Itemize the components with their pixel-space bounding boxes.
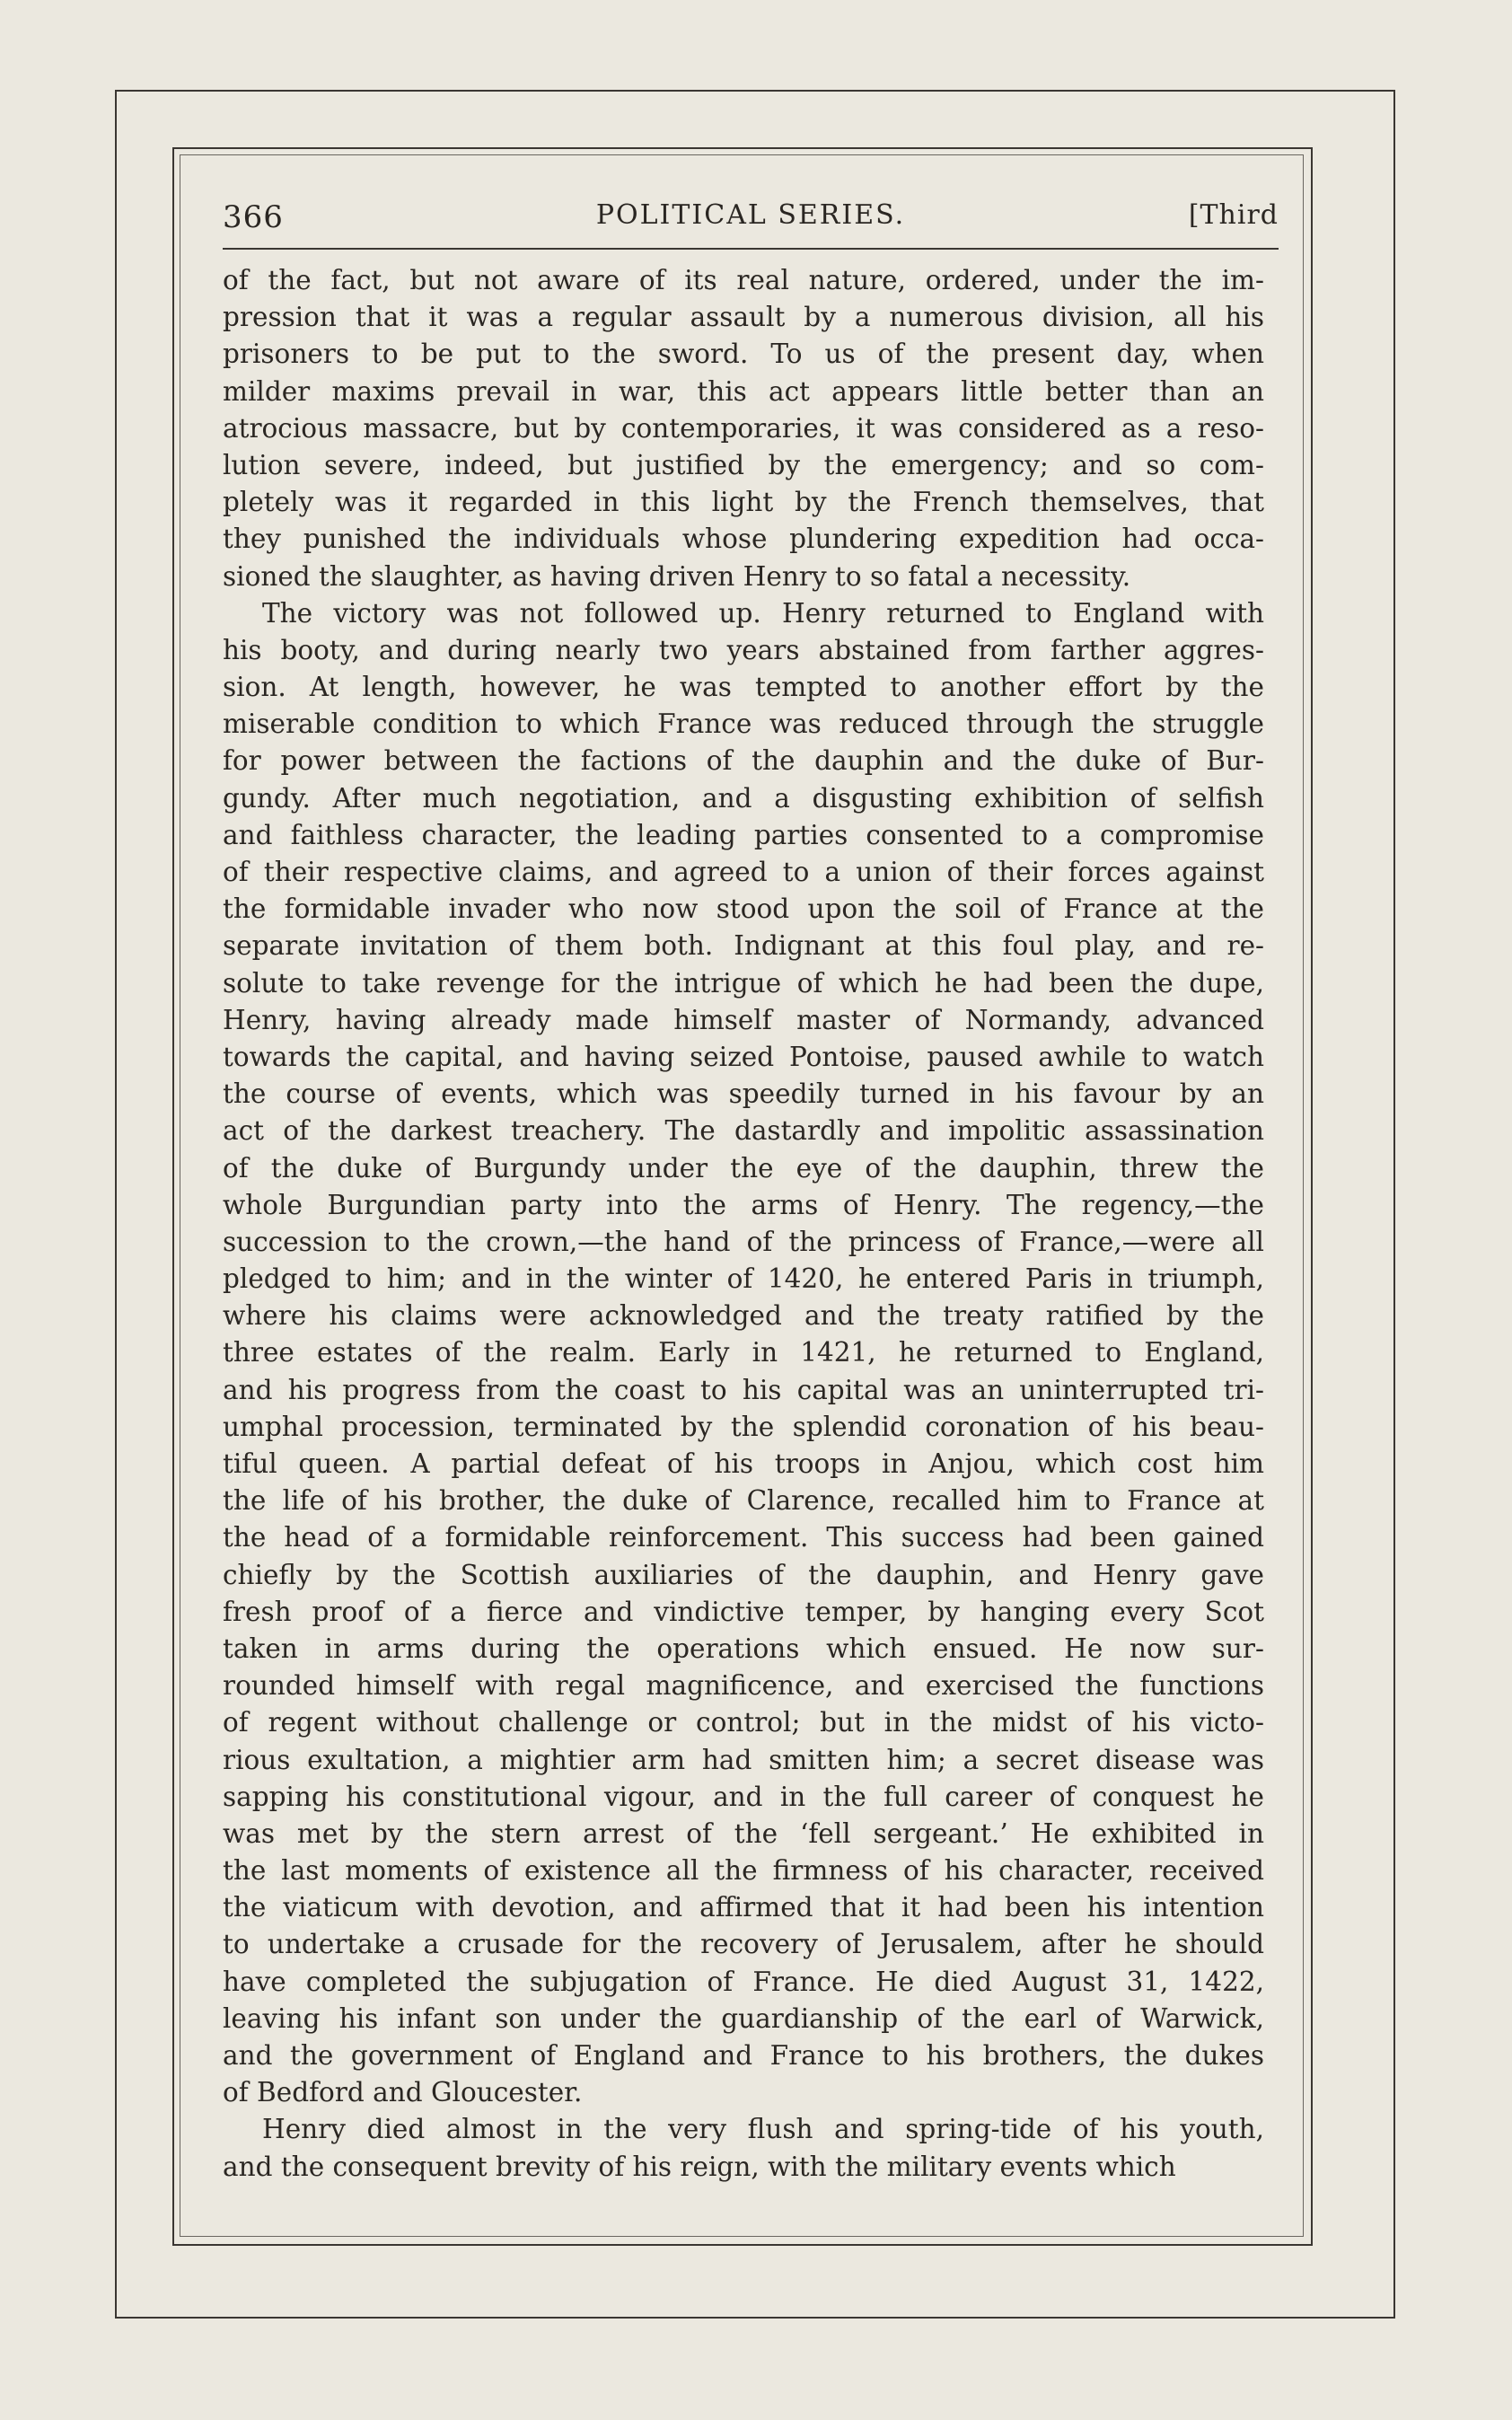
text-line: lution severe, indeed, but justified by the emergency; and so com- xyxy=(223,449,1264,480)
text-body xyxy=(223,262,1264,2186)
text-line: the viaticum with devotion, and affirmed that it had been his intention xyxy=(223,1892,1264,1923)
text-line: act of the darkest treachery. The dastardly and impolitic assassination xyxy=(223,1115,1264,1147)
text-line: the head of a formidable reinforcement. This success had been gained xyxy=(223,1522,1264,1553)
text-line: separate invitation of them both. Indignant at this foul play, and re- xyxy=(223,930,1264,962)
text-line: leaving his infant son under the guardianship of the earl of Warwick, xyxy=(223,2002,1264,2034)
text-line: gundy. After much negotiation, and a disgusting exhibition of selfish xyxy=(223,782,1264,814)
text-line: of the duke of Burgundy under the eye of the dauphin, threw the xyxy=(223,1152,1264,1184)
text-line: Henry died almost in the very flush and spring-tide of his youth, xyxy=(262,2114,1264,2145)
running-title: POLITICAL SERIES. xyxy=(595,199,906,231)
text-line: his booty, and during nearly two years abstained from farther aggres- xyxy=(223,634,1264,665)
text-line: whole Burgundian party into the arms of Henry. The regency,—the xyxy=(223,1189,1264,1220)
text-line: towards the capital, and having seized Pontoise, paused awhile to watch xyxy=(223,1041,1264,1072)
text-line: Henry, having already made himself master of Normandy, advanced xyxy=(223,1004,1264,1035)
text-line: pletely was it regarded in this light by the French themselves, that xyxy=(223,487,1264,518)
text-line: succession to the crown,—the hand of the princess of France,—were all xyxy=(223,1226,1264,1257)
text-line: and faithless character, the leading parties consented to a compromise xyxy=(223,819,1264,850)
text-line: where his claims were acknowledged and the treaty ratified by the xyxy=(223,1300,1264,1332)
text-line: and his progress from the coast to his capital was an uninterrupted tri- xyxy=(223,1374,1264,1405)
running-head xyxy=(223,199,1279,239)
text-line: tiful queen. A partial defeat of his troops in Anjou, which cost him xyxy=(223,1448,1264,1479)
header-rule xyxy=(223,248,1279,250)
text-line: of regent without challenge or control; but in the midst of his victo- xyxy=(223,1707,1264,1738)
text-line: miserable condition to which France was reduced through the struggle xyxy=(223,708,1264,740)
text-line: the course of events, which was speedily turned in his favour by an xyxy=(223,1078,1264,1110)
text-line: milder maxims prevail in war, this act appears little better than an xyxy=(223,375,1264,407)
text-line: pression that it was a regular assault by a numerous division, all his xyxy=(223,302,1264,333)
text-line: sioned the slaughter, as having driven Henry to so fatal a necessity. xyxy=(223,560,1131,592)
text-line: The victory was not followed up. Henry returned to England with xyxy=(262,597,1264,629)
text-line: fresh proof of a fierce and vindictive temper, by hanging every Scot xyxy=(223,1596,1264,1627)
text-line: have completed the subjugation of France. He died August 31, 1422, xyxy=(223,1966,1264,1997)
text-line: and the consequent brevity of his reign, with the military events which xyxy=(223,2151,1176,2182)
text-line: prisoners to be put to the sword. To us of the present day, when xyxy=(223,339,1264,370)
text-line: three estates of the realm. Early in 1421, he returned to England, xyxy=(223,1337,1264,1368)
text-line: of Bedford and Gloucester. xyxy=(223,2077,583,2108)
text-line: chiefly by the Scottish auxiliaries of the dauphin, and Henry gave xyxy=(223,1559,1264,1590)
text-line: solute to take revenge for the intrigue of which he had been the dupe, xyxy=(223,967,1264,999)
text-line: the formidable invader who now stood upon the soil of France at the xyxy=(223,893,1264,925)
text-line: taken in arms during the operations which ensued. He now sur- xyxy=(223,1632,1264,1664)
text-line: was met by the stern arrest of the ‘fell sergeant.’ He exhibited in xyxy=(223,1817,1264,1849)
text-line: pledged to him; and in the winter of 1420, he entered Paris in triumph, xyxy=(223,1263,1264,1295)
text-line: to undertake a crusade for the recovery of Jerusalem, after he should xyxy=(223,1929,1264,1960)
text-line: rounded himself with regal magnificence, and exercised the functions xyxy=(223,1670,1264,1702)
text-line: of their respective claims, and agreed to a union of their forces against xyxy=(223,857,1264,887)
text-line: umphal procession, terminated by the splendid coronation of his beau- xyxy=(223,1411,1264,1442)
text-line: and the government of England and France to his brothers, the dukes xyxy=(223,2040,1264,2071)
text-line: sapping his constitutional vigour, and in the full career of conquest he xyxy=(223,1781,1264,1812)
text-line: atrocious massacre, but by contemporaries, it was considered as a reso- xyxy=(223,412,1264,444)
text-line: sion. At length, however, he was tempted to another effort by the xyxy=(223,672,1264,703)
text-line: the life of his brother, the duke of Clarence, recalled him to France at xyxy=(223,1485,1264,1517)
text-line: of the fact, but not aware of its real nature, ordered, under the im- xyxy=(223,265,1264,295)
running-section: [Third xyxy=(1188,199,1279,231)
text-line: they punished the individuals whose plundering expedition had occa- xyxy=(223,524,1264,555)
page-number: 366 xyxy=(223,199,284,235)
text-line: the last moments of existence all the firmness of his character, received xyxy=(223,1855,1264,1887)
text-line: rious exultation, a mightier arm had smitten him; a secret disease was xyxy=(223,1744,1264,1775)
text-line: for power between the factions of the dauphin and the duke of Bur- xyxy=(223,745,1264,777)
